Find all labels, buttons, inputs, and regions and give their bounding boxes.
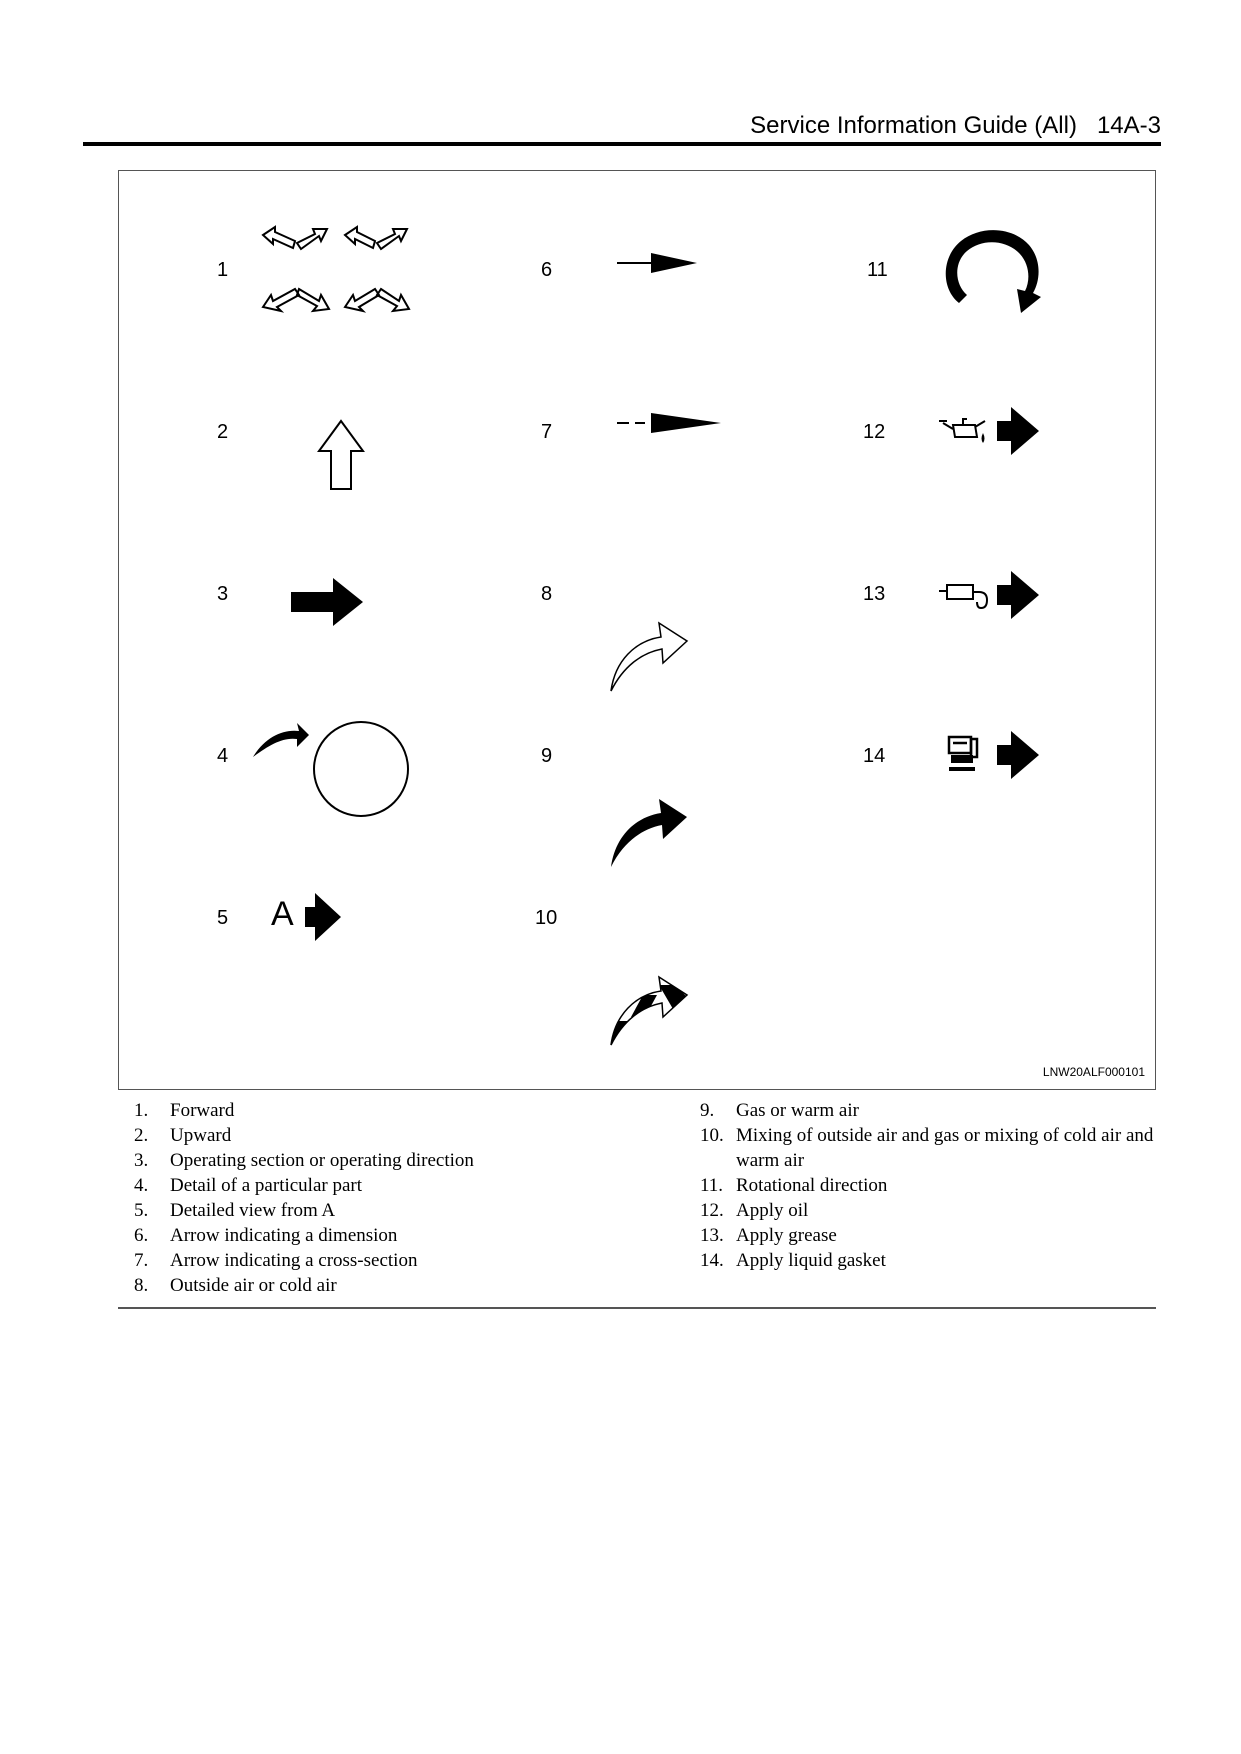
legend-item [700,1223,1160,1248]
legend-item [134,1148,694,1173]
legend-number: 3. [134,1150,149,1171]
symbol-number-3: 3 [217,583,229,605]
legend-number: 13. [700,1225,724,1246]
legend-item [134,1198,694,1223]
figure-id: LNW20ALF000101 [1042,1065,1145,1079]
gasket-arrow-icon [993,727,1045,783]
cross-section-arrow-icon [615,411,725,435]
legend-item [134,1098,694,1123]
legend-number: 14. [700,1250,724,1271]
grease-gun-icon [937,575,993,615]
symbol-number-5: 5 [217,907,229,929]
legend-text: Apply grease [736,1225,837,1246]
page-number: 14A-3 [1096,112,1161,139]
symbol-number-13: 13 [863,583,886,605]
legend-left-column [134,1098,694,1298]
legend-right-column [700,1098,1160,1273]
page-header [83,110,1161,146]
bottom-rule [118,1307,1156,1309]
legend-number: 10. [700,1125,724,1146]
legend-text: Detail of a particular part [170,1175,363,1196]
symbol-number-1: 1 [217,259,229,281]
legend-number: 12. [700,1200,724,1221]
header-title [750,112,1161,140]
detail-circle-icon [249,711,409,821]
legend-item [134,1123,694,1148]
legend-item [700,1123,1160,1173]
symbol-number-7: 7 [541,421,553,443]
legend-number: 5. [134,1200,149,1221]
legend-number: 8. [134,1275,149,1296]
symbol-number-12: 12 [863,421,886,443]
symbol-number-8: 8 [541,583,553,605]
legend-text: Detailed view from A [170,1200,336,1221]
legend-number: 4. [134,1175,149,1196]
operating-direction-arrow-icon [289,576,369,628]
legend-text: Apply oil [736,1200,809,1221]
dimension-arrow-icon [615,251,701,275]
legend-item [134,1173,694,1198]
legend-text: Operating section or operating direction [170,1150,474,1171]
legend-number: 6. [134,1225,149,1246]
legend-text: Gas or warm air [736,1100,859,1121]
view-letter-a: A [271,895,294,933]
symbol-number-9: 9 [541,745,553,767]
liquid-gasket-icon [943,733,983,773]
rotation-arrow-icon [937,225,1047,319]
grease-arrow-icon [993,567,1045,623]
legend-item [700,1098,1160,1123]
legend-item [134,1273,694,1298]
legend-item [700,1173,1160,1198]
legend-text: Forward [170,1100,235,1121]
symbol-number-14: 14 [863,745,886,767]
header-title-text: Service Information Guide (All) [750,112,1077,139]
warm-air-arrow-icon [607,787,697,869]
symbol-number-2: 2 [217,421,229,443]
symbol-number-10: 10 [535,907,558,929]
oil-arrow-icon [993,403,1045,459]
header-rule [83,142,1161,146]
mixed-air-arrow-icon [607,965,697,1047]
legend-item [700,1198,1160,1223]
upward-arrow-icon [315,419,367,491]
legend-number: 9. [700,1100,715,1121]
symbol-number-4: 4 [217,745,229,767]
forward-arrows-icon [257,221,427,321]
legend-number: 2. [134,1125,149,1146]
legend-text: Upward [170,1125,232,1146]
legend-text: Rotational direction [736,1175,888,1196]
legend-text: Apply liquid gasket [736,1250,886,1271]
symbol-figure [118,170,1156,1090]
legend-number: 11. [700,1175,724,1196]
cold-air-arrow-icon [607,611,697,693]
legend-number: 7. [134,1250,149,1271]
symbol-number-6: 6 [541,259,553,281]
legend-text: Outside air or cold air [170,1275,337,1296]
legend-text: Arrow indicating a cross-section [170,1250,418,1271]
view-from-a-icon [301,889,347,945]
legend-number: 1. [134,1100,149,1121]
legend-item [700,1248,1160,1273]
legend-item [134,1248,694,1273]
legend-text: Arrow indicating a dimension [170,1225,398,1246]
legend-text: Mixing of outside air and gas or mixing of cold air and warm air [736,1125,1154,1171]
oil-can-icon [937,409,993,449]
legend-item [134,1223,694,1248]
symbol-number-11: 11 [867,259,888,281]
